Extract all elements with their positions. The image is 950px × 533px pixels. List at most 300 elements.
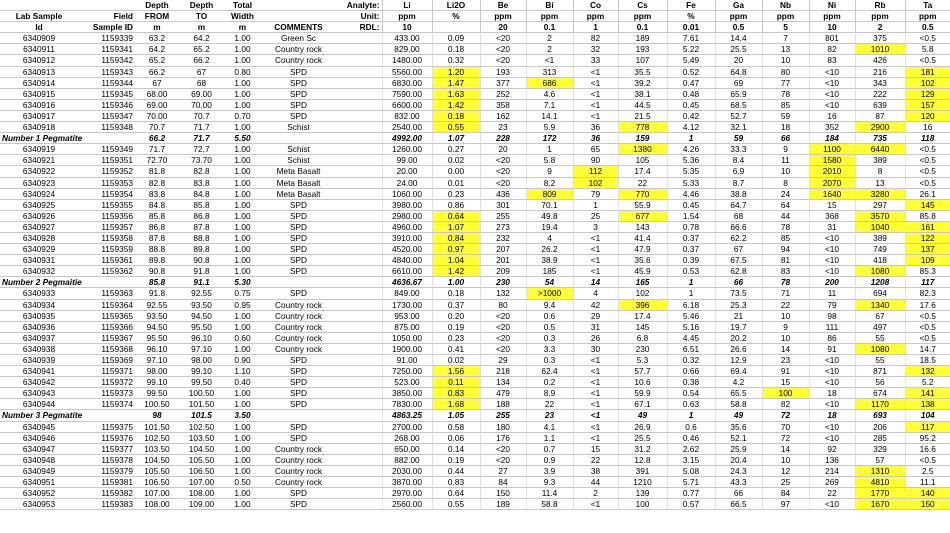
analyte-value-cell: 65.5 bbox=[715, 388, 762, 399]
analyte-value-cell: 36 bbox=[573, 133, 618, 144]
analyte-value-cell: 132 bbox=[905, 366, 950, 377]
analyte-value-cell: <0.5 bbox=[905, 55, 950, 66]
analyte-value-cell: 1480.00 bbox=[382, 55, 432, 66]
analyte-value-cell: 84 bbox=[762, 488, 809, 499]
analyte-value-cell: 80 bbox=[480, 299, 526, 310]
analyte-value-cell: <1 bbox=[573, 355, 618, 366]
analyte-value-cell: 22 bbox=[618, 177, 667, 188]
header-cell: m bbox=[135, 22, 179, 33]
analyte-value-cell: 389 bbox=[855, 232, 905, 243]
comment-cell: SPD bbox=[261, 99, 336, 110]
depth-from-cell: 94.50 bbox=[135, 321, 179, 332]
sample-row bbox=[0, 388, 950, 399]
header-cell: 10 bbox=[382, 22, 432, 33]
analyte-value-cell: 3280 bbox=[855, 188, 905, 199]
analyte-value-cell: 81 bbox=[762, 255, 809, 266]
sample-row bbox=[0, 321, 950, 332]
lab-sample-id-cell: 6340914 bbox=[0, 77, 78, 88]
analyte-value-cell: 6600.00 bbox=[382, 99, 432, 110]
comment-cell: Schist bbox=[261, 144, 336, 155]
depth-from-cell: 103.50 bbox=[135, 443, 179, 454]
lab-sample-id-cell: 6340935 bbox=[0, 310, 78, 321]
analyte-value-cell: 0.37 bbox=[432, 299, 480, 310]
field-sample-id-cell: 1159364 bbox=[78, 299, 135, 310]
analyte-value-cell: 82.3 bbox=[905, 288, 950, 299]
analyte-value-cell: 352 bbox=[809, 122, 855, 133]
analyte-value-cell: 0.37 bbox=[667, 232, 715, 243]
analyte-value-cell: 82 bbox=[809, 44, 855, 55]
analyte-value-cell: <1 bbox=[573, 255, 618, 266]
field-sample-id-cell: 1159356 bbox=[78, 210, 135, 221]
analyte-value-cell: 0.09 bbox=[432, 33, 480, 44]
pegmatite-label: Number 3 Pegmatite bbox=[0, 410, 135, 421]
pegmatite-summary-row bbox=[0, 277, 950, 288]
depth-from-cell: 64.2 bbox=[135, 44, 179, 55]
analyte-value-cell: <1 bbox=[573, 366, 618, 377]
analyte-value-cell: 0.38 bbox=[667, 377, 715, 388]
analyte-value-cell: 105 bbox=[618, 155, 667, 166]
analyte-value-cell: 41.4 bbox=[618, 232, 667, 243]
analyte-value-cell: 1.68 bbox=[432, 399, 480, 410]
analyte-value-cell: 829.00 bbox=[382, 44, 432, 55]
analyte-value-cell: 18 bbox=[809, 388, 855, 399]
depth-from-cell: 98.00 bbox=[135, 366, 179, 377]
analyte-value-cell: 0.18 bbox=[432, 288, 480, 299]
lab-sample-id-cell: 6340911 bbox=[0, 44, 78, 55]
spacer-cell bbox=[336, 210, 382, 221]
header-cell: Li bbox=[382, 0, 432, 11]
spacer-cell bbox=[336, 421, 382, 432]
pegmatite-label: Number 2 Pegmaitie bbox=[0, 277, 135, 288]
analyte-value-cell: <1 bbox=[573, 421, 618, 432]
analyte-value-cell: 55 bbox=[855, 355, 905, 366]
field-sample-id-cell: 1159375 bbox=[78, 421, 135, 432]
analyte-value-cell: 0.52 bbox=[667, 66, 715, 77]
field-sample-id-cell: 1159366 bbox=[78, 321, 135, 332]
analyte-value-cell: 32.1 bbox=[715, 122, 762, 133]
analyte-value-cell: 4.45 bbox=[667, 332, 715, 343]
analyte-value-cell: 66 bbox=[715, 277, 762, 288]
width-cell: 0.75 bbox=[224, 288, 261, 299]
analyte-value-cell: 102 bbox=[905, 77, 950, 88]
spacer-cell bbox=[336, 277, 382, 288]
header-cell: ppm bbox=[480, 11, 526, 22]
header-row bbox=[0, 22, 950, 33]
lab-sample-id-cell: 6340944 bbox=[0, 399, 78, 410]
analyte-value-cell: 479 bbox=[480, 388, 526, 399]
analyte-value-cell: 157 bbox=[905, 99, 950, 110]
analyte-value-cell: <1 bbox=[573, 66, 618, 77]
header-cell: % bbox=[667, 11, 715, 22]
depth-from-cell: 70.00 bbox=[135, 110, 179, 121]
analyte-value-cell: 1 bbox=[667, 133, 715, 144]
header-cell bbox=[0, 0, 78, 11]
table-body bbox=[0, 33, 950, 510]
header-cell: ppm bbox=[855, 11, 905, 22]
header-cell bbox=[432, 22, 480, 33]
analyte-value-cell: 29 bbox=[480, 355, 526, 366]
depth-from-cell: 85.8 bbox=[135, 277, 179, 288]
analyte-value-cell: 0.18 bbox=[432, 110, 480, 121]
analyte-value-cell: 111 bbox=[809, 321, 855, 332]
analyte-value-cell: 1770 bbox=[855, 488, 905, 499]
analyte-value-cell: 33.3 bbox=[715, 144, 762, 155]
field-sample-id-cell: 1159371 bbox=[78, 366, 135, 377]
header-cell: Total bbox=[224, 0, 261, 11]
lab-sample-id-cell: 6340949 bbox=[0, 465, 78, 476]
comment-cell: Country rock bbox=[261, 299, 336, 310]
analyte-value-cell: 29 bbox=[573, 310, 618, 321]
width-cell: 0.80 bbox=[224, 66, 261, 77]
lab-sample-id-cell: 6340918 bbox=[0, 122, 78, 133]
sample-row bbox=[0, 221, 950, 232]
analyte-value-cell: 436 bbox=[480, 188, 526, 199]
depth-from-cell: 88.8 bbox=[135, 244, 179, 255]
analyte-value-cell: 0.63 bbox=[667, 399, 715, 410]
spacer-cell bbox=[336, 33, 382, 44]
analyte-value-cell: 0.06 bbox=[432, 432, 480, 443]
depth-from-cell: 106.50 bbox=[135, 477, 179, 488]
analyte-value-cell: 8 bbox=[762, 177, 809, 188]
analyte-value-cell: 44 bbox=[762, 210, 809, 221]
analyte-value-cell: 78 bbox=[762, 88, 809, 99]
sample-row bbox=[0, 199, 950, 210]
analyte-value-cell: 67.5 bbox=[715, 255, 762, 266]
width-cell: 1.00 bbox=[224, 255, 261, 266]
width-cell: 0.40 bbox=[224, 377, 261, 388]
analyte-value-cell: 0.6 bbox=[526, 310, 573, 321]
header-cell: Li2O bbox=[432, 0, 480, 11]
analyte-value-cell: 4960.00 bbox=[382, 221, 432, 232]
analyte-value-cell: 11 bbox=[762, 155, 809, 166]
analyte-value-cell: 62.2 bbox=[715, 232, 762, 243]
sample-row bbox=[0, 44, 950, 55]
depth-from-cell: 71.7 bbox=[135, 144, 179, 155]
analyte-value-cell: 0.78 bbox=[667, 221, 715, 232]
field-sample-id-cell: 1159353 bbox=[78, 177, 135, 188]
analyte-value-cell: 9 bbox=[762, 144, 809, 155]
analyte-value-cell: 25 bbox=[573, 210, 618, 221]
comment-cell bbox=[261, 133, 336, 144]
spacer-cell bbox=[336, 44, 382, 55]
analyte-value-cell: 674 bbox=[855, 388, 905, 399]
analyte-value-cell: 5.36 bbox=[667, 155, 715, 166]
analyte-value-cell: 0.44 bbox=[432, 465, 480, 476]
analyte-value-cell: 8.9 bbox=[526, 388, 573, 399]
analyte-value-cell: 0.55 bbox=[432, 499, 480, 510]
analyte-value-cell: 70.1 bbox=[526, 199, 573, 210]
depth-from-cell: 81.8 bbox=[135, 166, 179, 177]
analyte-value-cell: 78 bbox=[762, 277, 809, 288]
analyte-value-cell: 0.7 bbox=[526, 443, 573, 454]
analyte-value-cell: 39.2 bbox=[618, 77, 667, 88]
analyte-value-cell: 1670 bbox=[855, 499, 905, 510]
width-cell: 1.00 bbox=[224, 499, 261, 510]
depth-to-cell: 91.8 bbox=[179, 266, 224, 277]
analyte-value-cell: 301 bbox=[480, 199, 526, 210]
width-cell: 1.00 bbox=[224, 77, 261, 88]
spacer-cell bbox=[336, 332, 382, 343]
analyte-value-cell: 255 bbox=[480, 210, 526, 221]
analyte-value-cell: 1580 bbox=[809, 155, 855, 166]
analyte-value-cell: 1080 bbox=[855, 343, 905, 354]
analyte-value-cell: 11 bbox=[809, 288, 855, 299]
analyte-value-cell: 809 bbox=[526, 188, 573, 199]
header-cell: Depth bbox=[135, 0, 179, 11]
analyte-value-cell: 0.19 bbox=[432, 454, 480, 465]
analyte-value-cell: 1.42 bbox=[432, 99, 480, 110]
analyte-value-cell: <0.5 bbox=[905, 332, 950, 343]
analyte-value-cell: 24.3 bbox=[715, 465, 762, 476]
analyte-value-cell: 140 bbox=[905, 488, 950, 499]
analyte-value-cell: 33 bbox=[573, 55, 618, 66]
analyte-value-cell: 66.6 bbox=[715, 221, 762, 232]
analyte-value-cell: 87 bbox=[855, 110, 905, 121]
analyte-value-cell: 5.22 bbox=[667, 44, 715, 55]
analyte-value-cell: 55 bbox=[855, 332, 905, 343]
sample-row bbox=[0, 188, 950, 199]
sample-row bbox=[0, 432, 950, 443]
lab-sample-id-cell: 6340916 bbox=[0, 99, 78, 110]
analyte-value-cell: 22 bbox=[526, 399, 573, 410]
analyte-value-cell: 107 bbox=[618, 55, 667, 66]
analyte-value-cell: 68 bbox=[715, 210, 762, 221]
comment-cell: SPD bbox=[261, 266, 336, 277]
depth-from-cell: 66.2 bbox=[135, 66, 179, 77]
comment-cell: Schist bbox=[261, 155, 336, 166]
width-cell: 1.00 bbox=[224, 465, 261, 476]
analyte-value-cell: 1050.00 bbox=[382, 332, 432, 343]
analyte-value-cell: 1340 bbox=[855, 299, 905, 310]
analyte-value-cell: 749 bbox=[855, 244, 905, 255]
spacer-cell bbox=[336, 110, 382, 121]
analyte-value-cell: 73.5 bbox=[715, 288, 762, 299]
analyte-value-cell: 9 bbox=[526, 166, 573, 177]
analyte-value-cell: 176 bbox=[480, 432, 526, 443]
analyte-value-cell: 150 bbox=[905, 499, 950, 510]
analyte-value-cell: 10.6 bbox=[618, 377, 667, 388]
sample-row bbox=[0, 122, 950, 133]
lab-sample-id-cell: 6340936 bbox=[0, 321, 78, 332]
analyte-value-cell: 32 bbox=[573, 44, 618, 55]
lab-sample-id-cell: 6340937 bbox=[0, 332, 78, 343]
depth-to-cell: 69.00 bbox=[179, 88, 224, 99]
analyte-value-cell: 5.46 bbox=[667, 310, 715, 321]
analyte-value-cell: <10 bbox=[809, 255, 855, 266]
analyte-value-cell: 3.15 bbox=[667, 454, 715, 465]
analyte-value-cell: 801 bbox=[809, 33, 855, 44]
sample-row bbox=[0, 366, 950, 377]
depth-to-cell: 90.8 bbox=[179, 255, 224, 266]
analyte-value-cell: 4636.67 bbox=[382, 277, 432, 288]
analyte-value-cell: 953.00 bbox=[382, 310, 432, 321]
analyte-value-cell: 0.5 bbox=[526, 321, 573, 332]
lab-sample-id-cell: 6340928 bbox=[0, 232, 78, 243]
depth-to-cell: 109.00 bbox=[179, 499, 224, 510]
analyte-value-cell: 25.9 bbox=[715, 443, 762, 454]
analyte-value-cell: 5.71 bbox=[667, 477, 715, 488]
width-cell: 1.00 bbox=[224, 266, 261, 277]
analyte-value-cell: 12.9 bbox=[715, 355, 762, 366]
analyte-value-cell: 54 bbox=[526, 277, 573, 288]
header-cell: 5 bbox=[762, 22, 809, 33]
sample-row bbox=[0, 266, 950, 277]
analyte-value-cell: 375 bbox=[855, 33, 905, 44]
width-cell: 1.00 bbox=[224, 321, 261, 332]
analyte-value-cell: <1 bbox=[573, 388, 618, 399]
analyte-value-cell: 141 bbox=[905, 388, 950, 399]
sample-row bbox=[0, 55, 950, 66]
analyte-value-cell: <10 bbox=[809, 399, 855, 410]
analyte-value-cell: 9.3 bbox=[526, 477, 573, 488]
spacer-cell bbox=[336, 55, 382, 66]
analyte-value-cell: <1 bbox=[573, 432, 618, 443]
comment-cell: Country rock bbox=[261, 310, 336, 321]
header-cell: Cs bbox=[618, 0, 667, 11]
analyte-value-cell: 91.00 bbox=[382, 355, 432, 366]
analyte-value-cell: 65.9 bbox=[715, 88, 762, 99]
analyte-value-cell: 193 bbox=[618, 44, 667, 55]
depth-to-cell: 104.50 bbox=[179, 443, 224, 454]
analyte-value-cell: 43.3 bbox=[715, 477, 762, 488]
depth-from-cell: 102.50 bbox=[135, 432, 179, 443]
depth-from-cell: 104.50 bbox=[135, 454, 179, 465]
depth-from-cell: 83.8 bbox=[135, 188, 179, 199]
spacer-cell bbox=[336, 99, 382, 110]
analyte-value-cell: 62.4 bbox=[526, 366, 573, 377]
analyte-value-cell: 12 bbox=[762, 465, 809, 476]
analyte-value-cell: 1.63 bbox=[432, 88, 480, 99]
spacer-cell bbox=[336, 410, 382, 421]
analyte-value-cell: 67.1 bbox=[618, 399, 667, 410]
header-cell: Depth bbox=[179, 0, 224, 11]
analyte-value-cell: 12.8 bbox=[618, 454, 667, 465]
analyte-value-cell: 49 bbox=[618, 410, 667, 421]
analyte-value-cell: 22 bbox=[573, 454, 618, 465]
width-cell: 1.00 bbox=[224, 99, 261, 110]
analyte-value-cell: 4 bbox=[573, 288, 618, 299]
analyte-value-cell: 255 bbox=[480, 410, 526, 421]
analyte-value-cell: 1 bbox=[667, 277, 715, 288]
width-cell: 0.90 bbox=[224, 355, 261, 366]
analyte-value-cell: 25 bbox=[762, 477, 809, 488]
analyte-value-cell: <20 bbox=[480, 44, 526, 55]
comment-cell: SPD bbox=[261, 77, 336, 88]
lab-sample-id-cell: 6340932 bbox=[0, 266, 78, 277]
analyte-value-cell: 59.9 bbox=[618, 388, 667, 399]
spacer-cell bbox=[336, 465, 382, 476]
comment-cell: Country rock bbox=[261, 443, 336, 454]
analyte-value-cell: 0.02 bbox=[432, 155, 480, 166]
analyte-value-cell: 58.8 bbox=[715, 399, 762, 410]
analyte-value-cell: 4.12 bbox=[667, 122, 715, 133]
analyte-value-cell: 1260.00 bbox=[382, 144, 432, 155]
analyte-value-cell: 1010 bbox=[855, 44, 905, 55]
analyte-value-cell: 207 bbox=[480, 244, 526, 255]
field-sample-id-cell: 1159378 bbox=[78, 454, 135, 465]
field-sample-id-cell: 1159342 bbox=[78, 55, 135, 66]
analyte-value-cell: 3.3 bbox=[526, 343, 573, 354]
analyte-value-cell: 7830.00 bbox=[382, 399, 432, 410]
analyte-value-cell: 16.6 bbox=[905, 443, 950, 454]
depth-to-cell: 94.50 bbox=[179, 310, 224, 321]
lab-sample-id-cell: 6340934 bbox=[0, 299, 78, 310]
depth-to-cell: 85.8 bbox=[179, 199, 224, 210]
field-sample-id-cell: 1159367 bbox=[78, 332, 135, 343]
analyte-value-cell: 100 bbox=[618, 499, 667, 510]
analyte-value-cell: <1 bbox=[573, 110, 618, 121]
depth-to-cell: 65.2 bbox=[179, 44, 224, 55]
analyte-value-cell: 2540.00 bbox=[382, 122, 432, 133]
analyte-value-cell: 5.35 bbox=[667, 166, 715, 177]
sample-row bbox=[0, 144, 950, 155]
analyte-value-cell: <10 bbox=[809, 77, 855, 88]
depth-to-cell: 101.5 bbox=[179, 410, 224, 421]
spacer-cell bbox=[336, 166, 382, 177]
field-sample-id-cell: 1159372 bbox=[78, 377, 135, 388]
analyte-value-cell: 85.8 bbox=[905, 210, 950, 221]
analyte-value-cell: 5.49 bbox=[667, 55, 715, 66]
analyte-value-cell: 69 bbox=[715, 77, 762, 88]
sample-row bbox=[0, 477, 950, 488]
analyte-value-cell: 18 bbox=[809, 410, 855, 421]
header-cell: Be bbox=[480, 0, 526, 11]
analyte-value-cell: 368 bbox=[809, 210, 855, 221]
analyte-value-cell: 433.00 bbox=[382, 33, 432, 44]
analyte-value-cell: 72 bbox=[762, 432, 809, 443]
analyte-value-cell: 14.4 bbox=[715, 33, 762, 44]
comment-cell: SPD bbox=[261, 399, 336, 410]
depth-to-cell: 64.2 bbox=[179, 33, 224, 44]
analyte-value-cell: 66 bbox=[715, 488, 762, 499]
lab-sample-id-cell: 6340933 bbox=[0, 288, 78, 299]
width-cell: 1.00 bbox=[224, 33, 261, 44]
sample-row bbox=[0, 499, 950, 510]
sample-row bbox=[0, 443, 950, 454]
header-cell: ppm bbox=[526, 11, 573, 22]
lab-sample-id-cell: 6340923 bbox=[0, 177, 78, 188]
analyte-value-cell: 52.1 bbox=[715, 432, 762, 443]
field-sample-id-cell: 1159376 bbox=[78, 432, 135, 443]
depth-to-cell: 87.8 bbox=[179, 221, 224, 232]
lab-sample-id-cell: 6340939 bbox=[0, 355, 78, 366]
analyte-value-cell: 391 bbox=[618, 465, 667, 476]
analyte-value-cell: 5.3 bbox=[618, 355, 667, 366]
analyte-value-cell: 38.1 bbox=[618, 88, 667, 99]
comment-cell: Country rock bbox=[261, 332, 336, 343]
analyte-value-cell: 145 bbox=[618, 321, 667, 332]
header-cell: Id bbox=[0, 22, 78, 33]
comment-cell: SPD bbox=[261, 66, 336, 77]
analyte-value-cell: 0.64 bbox=[432, 488, 480, 499]
analyte-value-cell: <10 bbox=[809, 421, 855, 432]
depth-from-cell: 63.2 bbox=[135, 33, 179, 44]
spacer-cell bbox=[336, 343, 382, 354]
comment-cell: SPD bbox=[261, 421, 336, 432]
field-sample-id-cell: 1159374 bbox=[78, 399, 135, 410]
comment-cell: SPD bbox=[261, 388, 336, 399]
analyte-value-cell: 4520.00 bbox=[382, 244, 432, 255]
sample-row bbox=[0, 377, 950, 388]
header-cell: Co bbox=[573, 0, 618, 11]
analyte-value-cell: 184 bbox=[809, 133, 855, 144]
sample-row bbox=[0, 399, 950, 410]
lab-sample-id-cell: 6340953 bbox=[0, 499, 78, 510]
header-cell bbox=[261, 11, 336, 22]
depth-from-cell: 91.8 bbox=[135, 288, 179, 299]
analyte-value-cell: 189 bbox=[480, 499, 526, 510]
depth-to-cell: 92.55 bbox=[179, 288, 224, 299]
